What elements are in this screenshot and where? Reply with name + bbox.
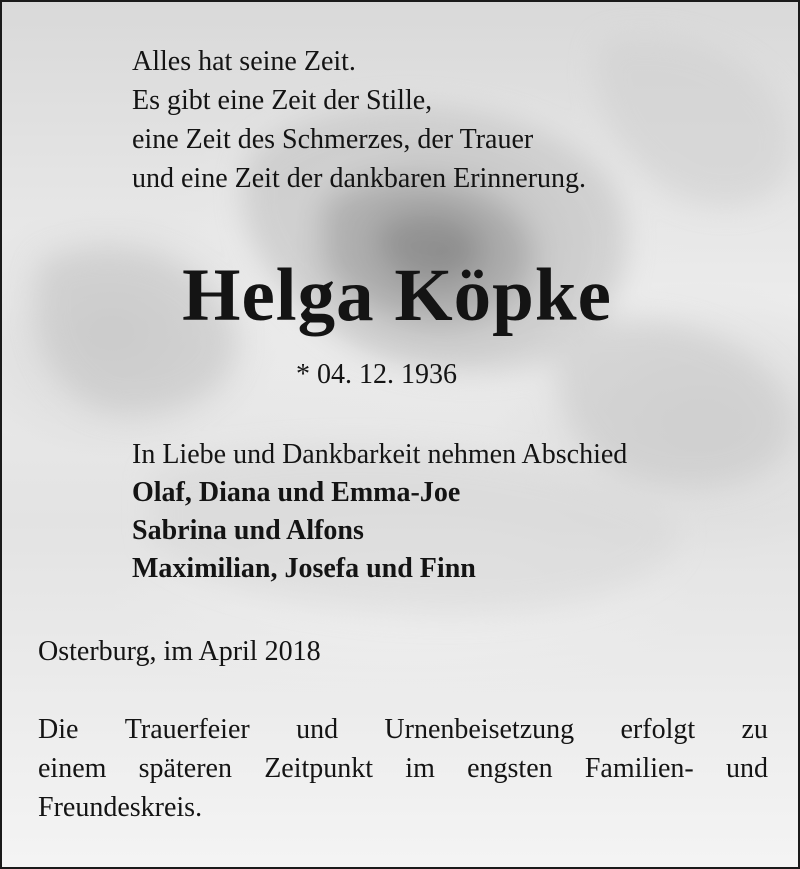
verse-quote — [132, 42, 586, 198]
deceased-name-text: Helga Köpke — [182, 254, 612, 337]
birth-date: * 04. 12. 1936 — [296, 359, 457, 390]
word: späteren — [138, 753, 232, 784]
funeral-info-line: Freundeskreis. — [38, 792, 203, 823]
funeral-info — [38, 710, 768, 827]
mourners-line: Maximilian, Josefa und Finn — [132, 553, 476, 584]
word: Urnenbeisetzung — [384, 714, 575, 745]
word: erfolgt — [620, 714, 696, 745]
word: im — [405, 753, 435, 784]
word: Die — [38, 714, 79, 745]
funeral-info-line — [38, 710, 768, 749]
verse-line: eine Zeit des Schmerzes, der Trauer — [132, 124, 534, 155]
mourners-line: Sabrina und Alfons — [132, 515, 364, 546]
mourners-line: Olaf, Diana und Emma-Joe — [132, 477, 461, 508]
word: einem — [38, 753, 107, 784]
word: und — [296, 714, 339, 745]
verse-line: Es gibt eine Zeit der Stille, — [132, 85, 433, 116]
word: engsten — [467, 753, 553, 784]
mourners-intro: In Liebe und Dankbarkeit nehmen Abschied — [132, 439, 628, 470]
place-and-date: Osterburg, im April 2018 — [38, 636, 321, 667]
word: zu — [741, 714, 768, 745]
verse-line: Alles hat seine Zeit. — [132, 46, 356, 77]
mourners-block — [132, 436, 627, 588]
deceased-name — [2, 252, 800, 340]
verse-line: und eine Zeit der dankbaren Erinnerung. — [132, 163, 587, 194]
word: und — [725, 753, 768, 784]
word: Familien- — [584, 753, 694, 784]
word: Trauerfeier — [124, 714, 250, 745]
word: Zeitpunkt — [264, 753, 374, 784]
funeral-info-line — [38, 749, 768, 788]
